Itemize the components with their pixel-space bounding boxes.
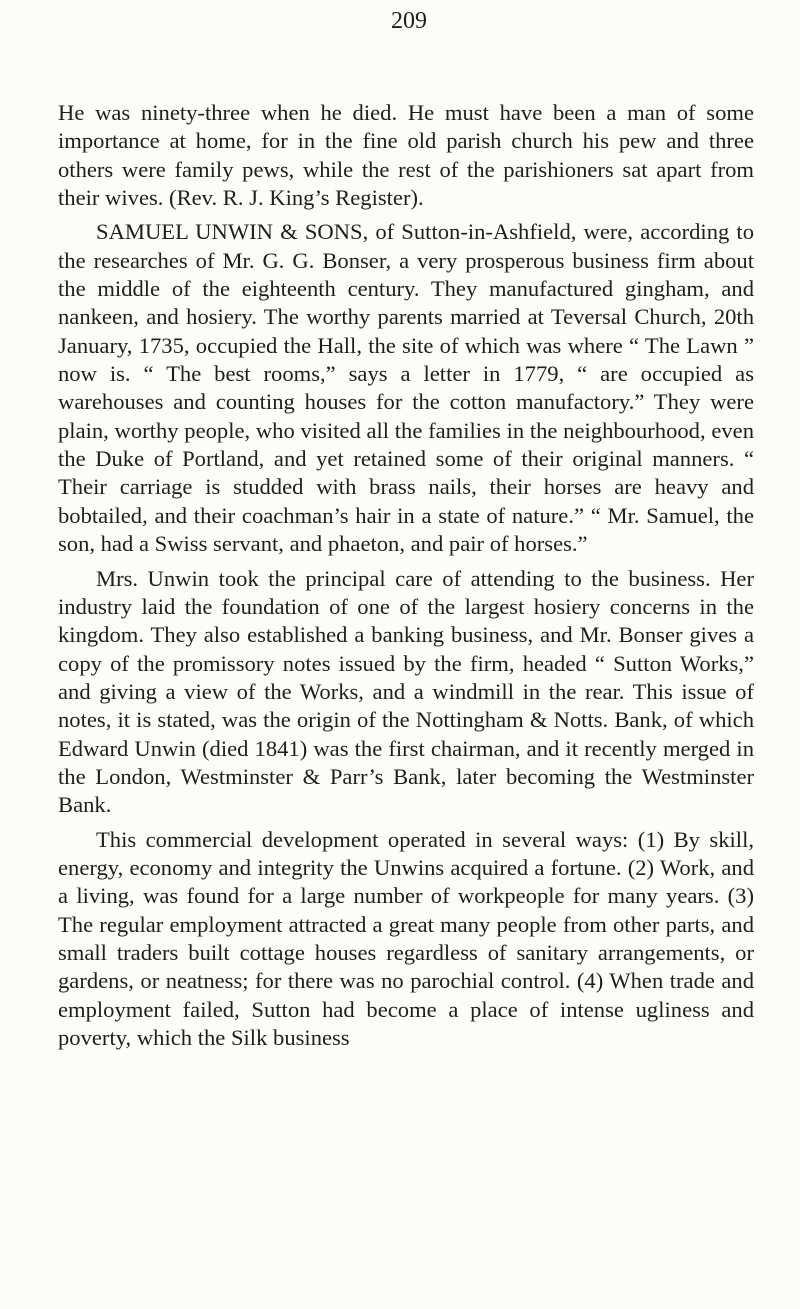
paragraph-4: This commercial development operated in several ways: (1) By skill, energy, economy and integrity the Unwins acquired a fortune. (2) Work, and a living, was found for a large number of workpeople for many years. (3) The regular employment attracted a great many people from other parts, and small traders built cottage houses regardless of sanitary arrangements, or gardens, or neatness; for there was no parochial control. (4) When trade and employment failed, Sutton had become a place of intense ugliness and poverty, which the Silk business bbox=[58, 826, 754, 1050]
book-page bbox=[58, 6, 754, 1052]
paragraph-3: Mrs. Unwin took the principal care of attending to the business. Her industry laid the foundation of one of the largest hosiery concerns in the kingdom. They also established a banking business, and Mr. Bonser gives a copy of the promissory notes issued by the firm, headed “ Sutton Works,” and giving a view of the Works, and a windmill in the rear. This issue of notes, it is stated, was the origin of the Nottingham & Notts. Bank, of which Edward Unwin (died 1841) was the first chairman, and it recently merged in the London, Westminster & Parr’s Bank, later becoming the Westminster Bank. bbox=[58, 565, 754, 818]
paragraph-2: SAMUEL UNWIN & SONS, of Sutton-in-Ashfield, were, according to the researches of Mr. G. G. Bonser, a very prosperous business firm about the middle of the eighteenth century. They manufactured gingham, and nankeen, and hosiery. The worthy parents married at Teversal Church, 20th January, 1735, occupied the Hall, the site of which was where “ The Lawn ” now is. “ The best rooms,” says a letter in 1779, “ are occupied as warehouses and counting houses for the cotton manufactory.” They were plain, worthy people, who visited all the families in the neighbourhood, even the Duke of Portland, and yet retained some of their original manners. “ Their carriage is studded with brass nails, their horses are heavy and bobtailed, and their coachman’s hair in a state of nature.” “ Mr. Samuel, the son, had a Swiss servant, and phaeton, and pair of horses.” bbox=[58, 219, 754, 557]
paragraph-1: He was ninety-three when he died. He must have been a man of some importance at home, for in the fine old parish church his pew and three others were family pews, while the rest of the parishioners sat apart from their wives. (Rev. R. J. King’s Register). bbox=[58, 100, 754, 211]
page-number: 209 bbox=[391, 8, 427, 34]
